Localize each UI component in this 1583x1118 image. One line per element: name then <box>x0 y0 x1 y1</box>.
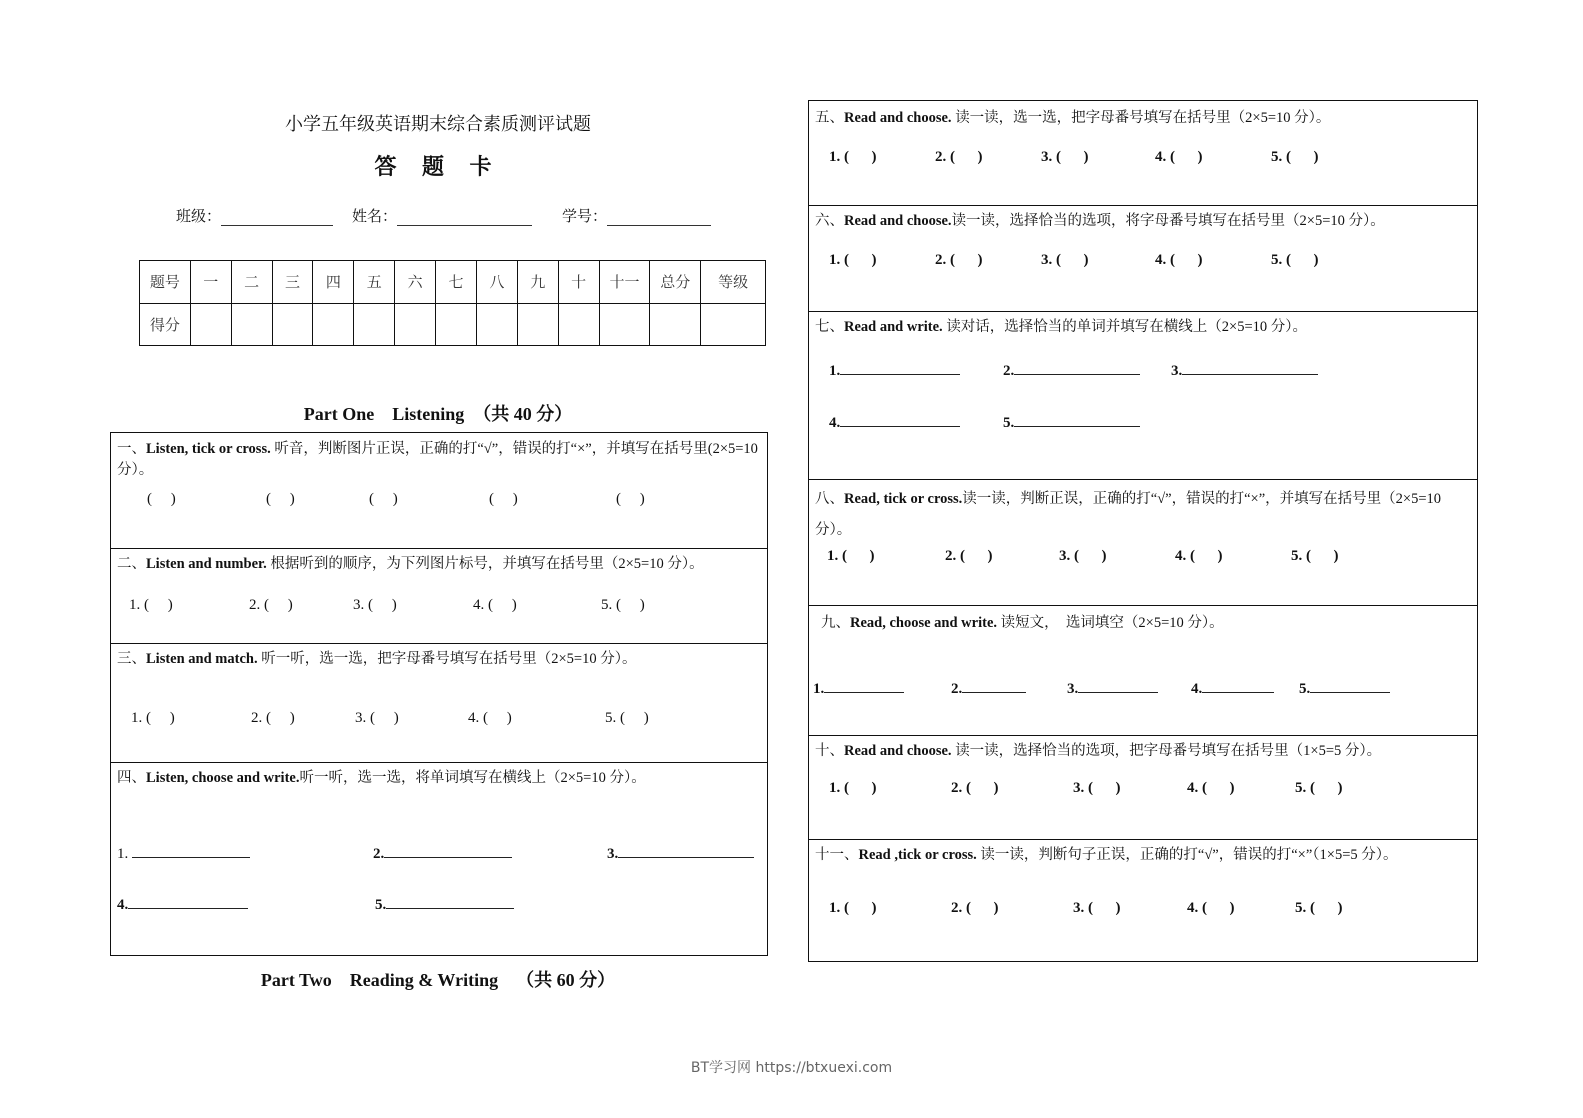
student-id-label: 学号： <box>562 209 608 225</box>
answer-bracket[interactable]: ( ) <box>266 491 295 507</box>
section-9-instruction: 九、Read, choose and write. 读短文， 选词填空（2×5=10 分）。 <box>821 615 1224 631</box>
section-6-instruction: 六、Read and choose.读一读，选择恰当的选项，将字母番号填写在括号里（2×5=10 分）。 <box>815 213 1385 229</box>
score-cell[interactable] <box>313 303 354 346</box>
answer-bracket[interactable]: 1. ( ) <box>129 597 173 613</box>
answer-blank[interactable]: 5. <box>1299 678 1390 698</box>
score-table <box>139 260 766 346</box>
cell: 十 <box>558 261 599 304</box>
cell: 三 <box>272 261 313 304</box>
answer-bracket[interactable]: 4. ( ) <box>473 597 517 613</box>
cell: 四 <box>313 261 354 304</box>
answer-bracket[interactable]: 2. ( ) <box>251 710 295 726</box>
answer-card-title: 答 题 卡 <box>374 154 502 179</box>
part-two-heading: Part Two Reading & Writing （共 60 分） <box>260 970 616 990</box>
section-11 <box>809 839 1477 961</box>
answer-bracket[interactable]: 2. ( ) <box>249 597 293 613</box>
section-6 <box>809 205 1477 311</box>
answer-bracket[interactable]: 5. ( ) <box>1295 780 1343 796</box>
section-1-instruction: 一、Listen, tick or cross. 听音，判断图片正误，正确的打“√”，错误的打“×”，并填写在括号里(2×5=10 分）。 <box>117 441 758 478</box>
answer-bracket[interactable]: 1. ( ) <box>827 548 875 564</box>
part-one-heading: Part One Listening （共 40 分） <box>303 404 573 424</box>
question-number-row <box>140 261 766 304</box>
section-1 <box>111 433 767 548</box>
section-5 <box>809 101 1477 205</box>
cell: 七 <box>436 261 477 304</box>
class-input[interactable] <box>221 211 333 226</box>
score-row <box>140 303 766 346</box>
section-2-instruction: 二、Listen and number. 根据听到的顺序，为下列图片标号，并填写在括号里（2×5=10 分）。 <box>117 556 704 572</box>
section-5-instruction: 五、Read and choose. 读一读，选一选，把字母番号填写在括号里（2×5=10 分）。 <box>815 110 1331 126</box>
part-one-box <box>110 432 768 956</box>
answer-blank[interactable]: 1. <box>829 360 960 380</box>
answer-bracket[interactable]: 2. ( ) <box>935 149 983 165</box>
answer-bracket[interactable]: 3. ( ) <box>1059 548 1107 564</box>
section-7 <box>809 311 1477 479</box>
score-cell[interactable] <box>558 303 599 346</box>
cell: 一 <box>190 261 231 304</box>
section-3-instruction: 三、Listen and match. 听一听，选一选，把字母番号填写在括号里（2×5=10 分）。 <box>117 651 637 667</box>
score-cell[interactable] <box>701 303 766 346</box>
answer-bracket[interactable]: 5. ( ) <box>1291 548 1339 564</box>
answer-bracket[interactable]: ( ) <box>489 491 518 507</box>
name-field <box>352 205 532 226</box>
answer-bracket[interactable]: 3. ( ) <box>1041 252 1089 268</box>
answer-blank[interactable]: 3. <box>1067 678 1158 698</box>
cell: 九 <box>517 261 558 304</box>
answer-bracket[interactable]: ( ) <box>616 491 645 507</box>
watermark: BT学习网 https://btxuexi.com <box>690 1060 893 1076</box>
answer-bracket[interactable]: 5. ( ) <box>1271 149 1319 165</box>
answer-blank[interactable]: 5. <box>1003 412 1140 432</box>
answer-bracket[interactable]: 1. ( ) <box>131 710 175 726</box>
score-cell[interactable] <box>436 303 477 346</box>
student-id-field <box>562 205 711 226</box>
student-id-input[interactable] <box>607 211 711 226</box>
answer-blank[interactable]: 3. <box>1171 360 1318 380</box>
answer-bracket[interactable]: 5. ( ) <box>1271 252 1319 268</box>
answer-bracket[interactable]: 2. ( ) <box>945 548 993 564</box>
answer-bracket[interactable]: 4. ( ) <box>1175 548 1223 564</box>
answer-bracket[interactable]: 4. ( ) <box>1155 149 1203 165</box>
section-4 <box>111 762 767 954</box>
answer-bracket[interactable]: 1. ( ) <box>829 900 877 916</box>
score-cell[interactable] <box>517 303 558 346</box>
answer-bracket[interactable]: 1. ( ) <box>829 252 877 268</box>
cell: 二 <box>231 261 272 304</box>
answer-bracket[interactable]: 1. ( ) <box>829 780 877 796</box>
answer-bracket[interactable]: 3. ( ) <box>1041 149 1089 165</box>
answer-blank[interactable]: 4. <box>117 894 248 914</box>
answer-bracket[interactable]: 3. ( ) <box>1073 780 1121 796</box>
class-label: 班级： <box>176 209 222 225</box>
cell: 题号 <box>140 261 191 304</box>
section-10-instruction: 十、Read and choose. 读一读，选择恰当的选项，把字母番号填写在括号里（1×5=5 分）。 <box>815 743 1382 759</box>
answer-bracket[interactable]: 5. ( ) <box>605 710 649 726</box>
answer-bracket[interactable]: 4. ( ) <box>1187 780 1235 796</box>
cell: 得分 <box>140 303 191 346</box>
answer-blank[interactable]: 1. <box>813 678 904 698</box>
answer-bracket[interactable]: 4. ( ) <box>1155 252 1203 268</box>
score-cell[interactable] <box>599 303 650 346</box>
answer-bracket[interactable]: 2. ( ) <box>951 900 999 916</box>
score-cell[interactable] <box>354 303 395 346</box>
answer-blank[interactable]: 2. <box>1003 360 1140 380</box>
section-8 <box>809 479 1477 605</box>
exam-title: 小学五年级英语期末综合素质测评试题 <box>285 114 591 134</box>
score-cell[interactable] <box>650 303 701 346</box>
answer-bracket[interactable]: 1. ( ) <box>829 149 877 165</box>
score-cell[interactable] <box>272 303 313 346</box>
answer-bracket[interactable]: 2. ( ) <box>935 252 983 268</box>
answer-bracket[interactable]: 3. ( ) <box>355 710 399 726</box>
cell: 等级 <box>701 261 766 304</box>
section-3 <box>111 643 767 762</box>
name-input[interactable] <box>397 211 532 226</box>
cell: 八 <box>476 261 517 304</box>
answer-blank[interactable]: 3. <box>607 843 754 863</box>
answer-bracket[interactable]: 2. ( ) <box>951 780 999 796</box>
answer-bracket[interactable]: ( ) <box>147 491 176 507</box>
answer-bracket[interactable]: 5. ( ) <box>1295 900 1343 916</box>
section-7-instruction: 七、Read and write. 读对话，选择恰当的单词并填写在横线上（2×5=10 分）。 <box>815 319 1308 335</box>
answer-bracket[interactable]: 3. ( ) <box>1073 900 1121 916</box>
name-label: 姓名： <box>352 209 398 225</box>
section-8-instruction: 八、Read, tick or cross.读一读，判断正误，正确的打“√”，错误的打“×”，并填写在括号里（2×5=10 分）。 <box>815 491 1442 538</box>
class-field <box>176 205 333 226</box>
answer-blank[interactable]: 2. <box>951 678 1026 698</box>
section-9 <box>809 605 1477 735</box>
section-2 <box>111 548 767 643</box>
answer-blank[interactable]: 2. <box>373 843 512 863</box>
score-cell[interactable] <box>476 303 517 346</box>
cell: 六 <box>395 261 436 304</box>
answer-blank[interactable]: 4. <box>829 412 960 432</box>
part-two-box <box>808 100 1478 962</box>
answer-bracket[interactable]: 5. ( ) <box>601 597 645 613</box>
score-cell[interactable] <box>395 303 436 346</box>
answer-bracket[interactable]: ( ) <box>369 491 398 507</box>
cell: 十一 <box>599 261 650 304</box>
score-cell[interactable] <box>190 303 231 346</box>
answer-blank[interactable]: 4. <box>1191 678 1274 698</box>
section-10 <box>809 735 1477 839</box>
section-11-instruction: 十一、Read ,tick or cross. 读一读，判断句子正误，正确的打“√”，错误的打“×”（1×5=5 分）。 <box>815 847 1398 863</box>
section-4-instruction: 四、Listen, choose and write.听一听，选一选，将单词填写在横线上（2×5=10 分）。 <box>117 770 646 786</box>
score-cell[interactable] <box>231 303 272 346</box>
answer-blank[interactable]: 5. <box>375 894 514 914</box>
cell: 五 <box>354 261 395 304</box>
cell: 总分 <box>650 261 701 304</box>
answer-bracket[interactable]: 4. ( ) <box>468 710 512 726</box>
answer-blank[interactable]: 1. <box>117 843 250 863</box>
answer-bracket[interactable]: 3. ( ) <box>353 597 397 613</box>
answer-bracket[interactable]: 4. ( ) <box>1187 900 1235 916</box>
